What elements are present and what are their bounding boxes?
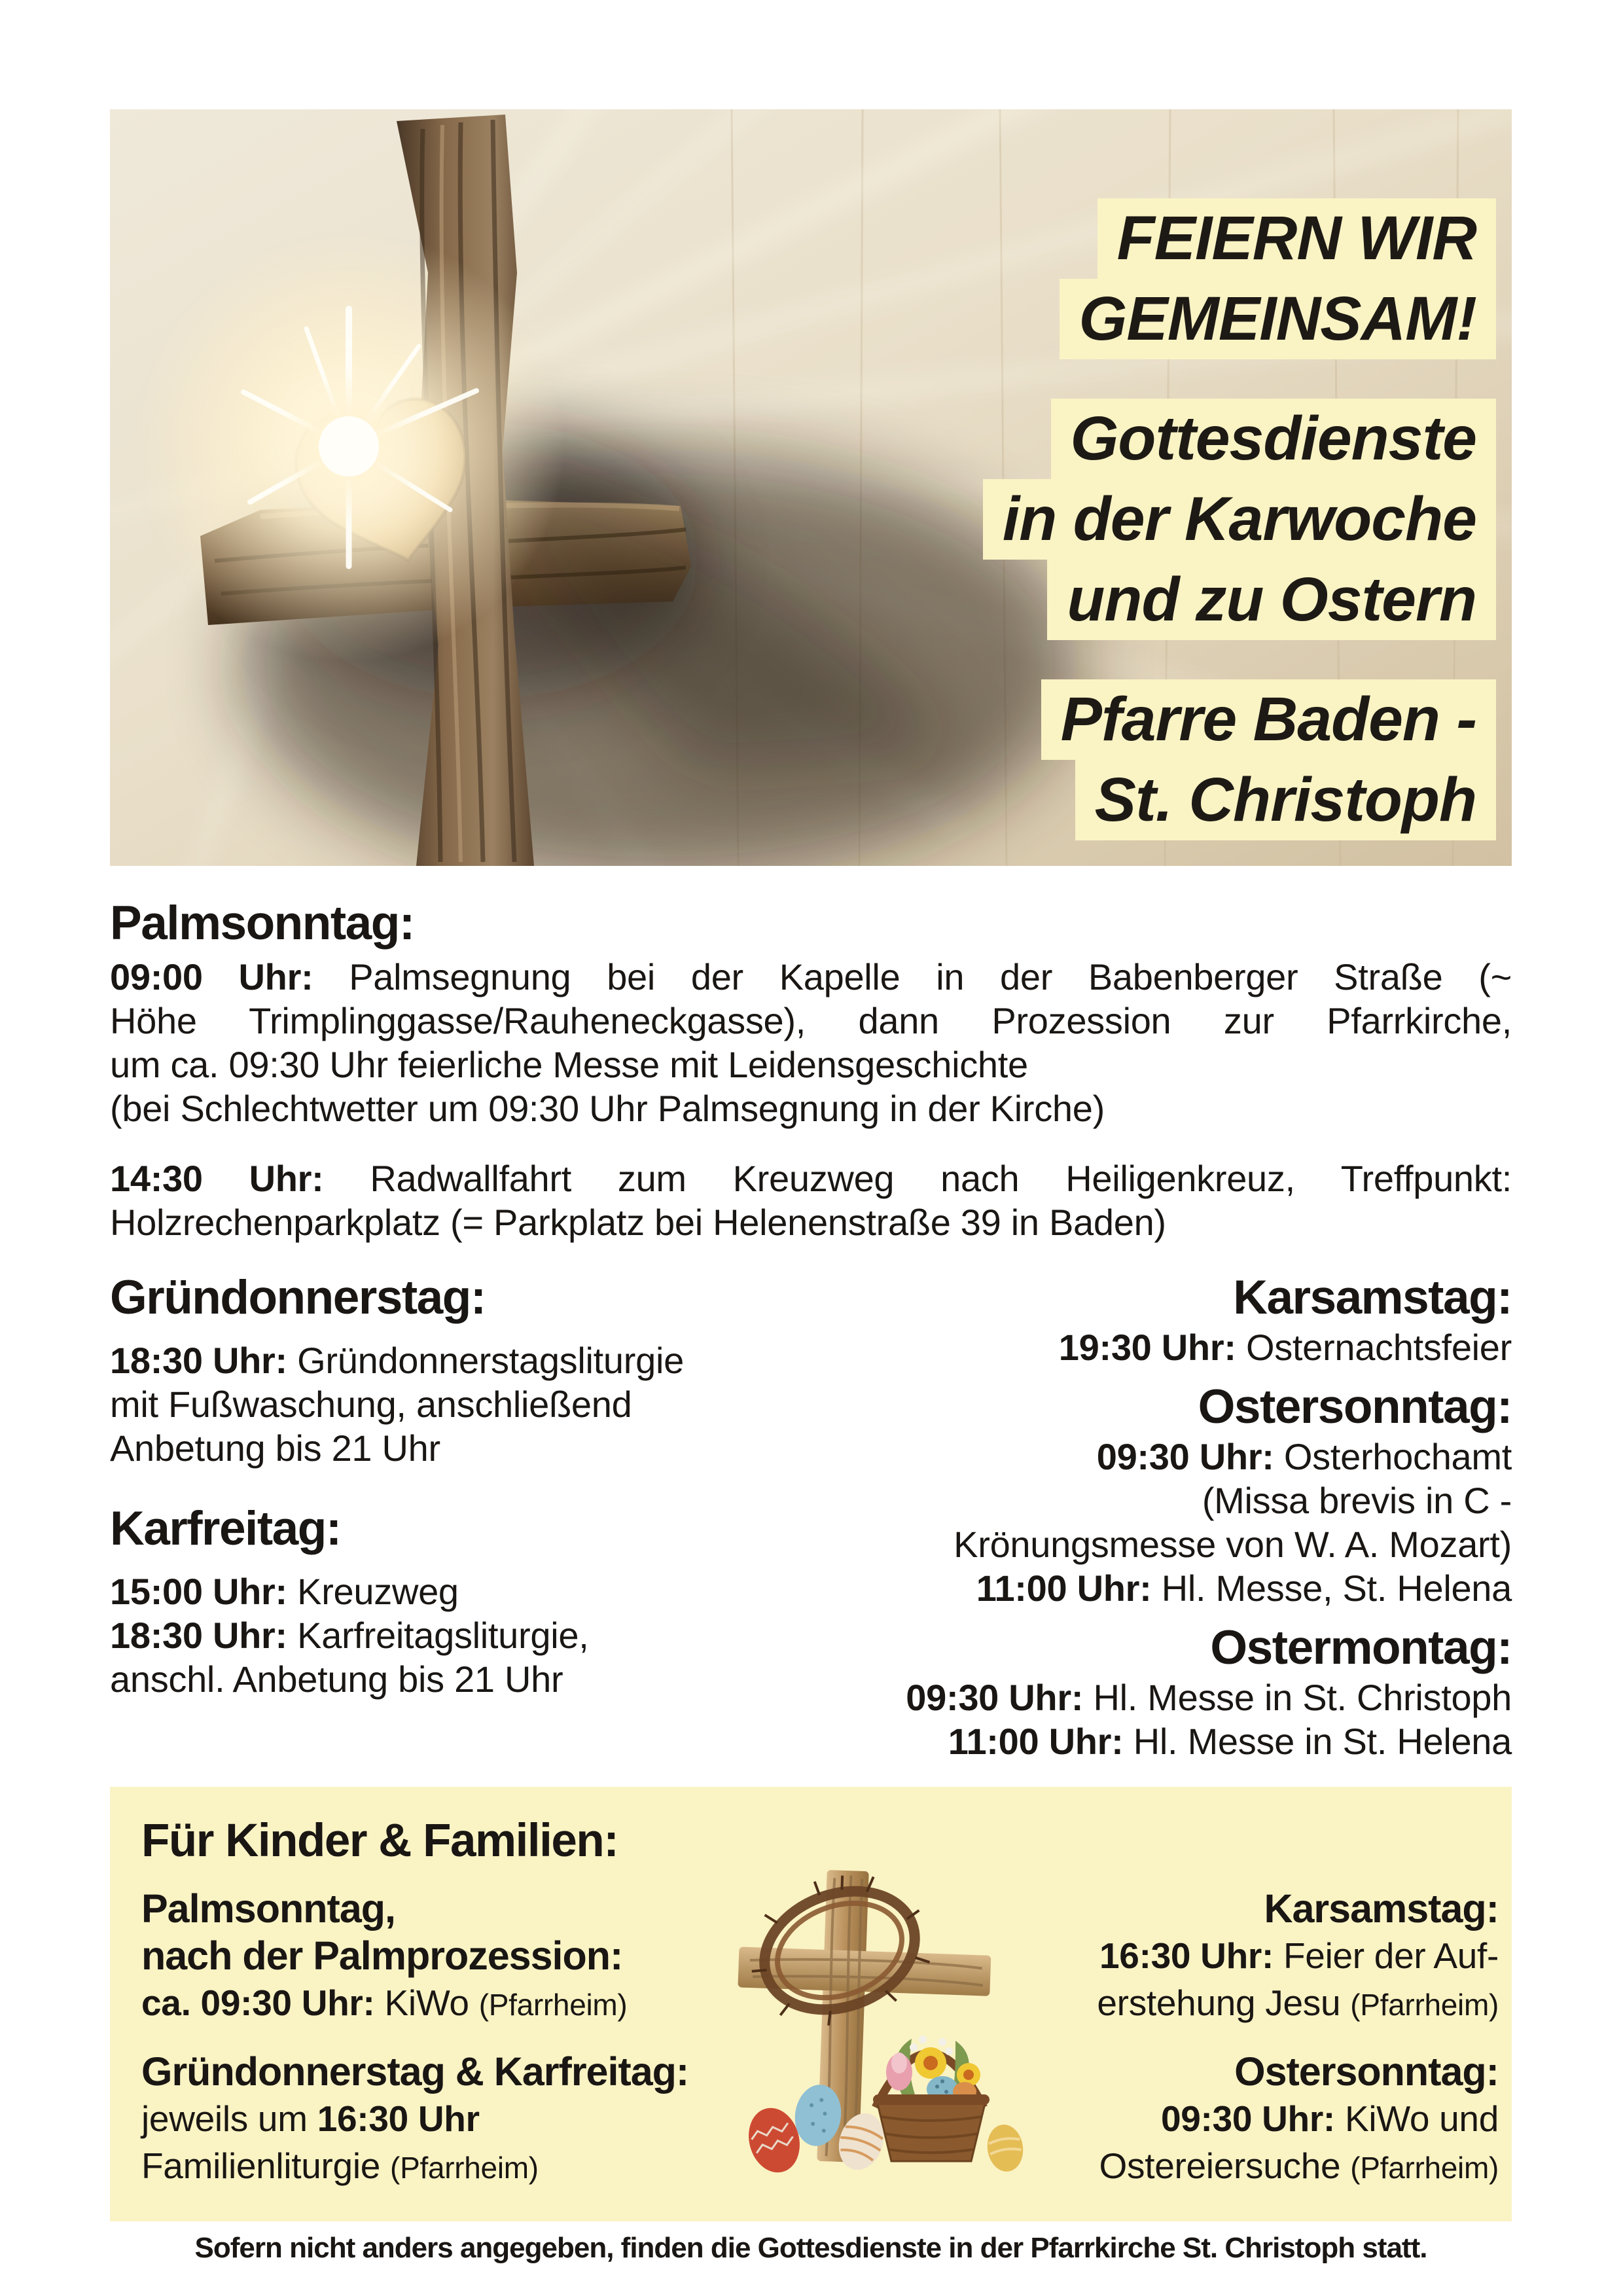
headline-group-pfarre [1041,679,1496,840]
column-right [906,1272,1512,1763]
headline-group-gottesdienste [983,399,1496,640]
line-text: (Missa brevis in C - [1202,1480,1512,1521]
line-text: jeweils um [141,2098,308,2139]
headline-line: St. Christoph [1075,760,1496,840]
time-label: 09:30 Uhr: [1160,2098,1335,2139]
line-text: erstehung Jesu [1097,1982,1341,2023]
headline-line: Gottesdienste [1051,399,1496,479]
kids-ostersonntag-block [1001,2048,1499,2191]
time-label: 11:00 Uhr: [948,1721,1124,1762]
line-text: Hl. Messe in St. Helena [1133,1721,1512,1762]
schedule-line [1001,2095,1499,2142]
section-heading-karfreitag: Karfreitag: [110,1502,341,1555]
header-titles [983,198,1496,840]
line-text: KiWo [384,1982,469,2023]
schedule-line [906,1719,1512,1763]
flyer-content [110,0,1512,2265]
kids-title: Gründonnerstag & Karfreitag: [141,2049,689,2094]
schedule-line [110,1338,684,1382]
kids-title: nach der Palmprozession: [141,1933,623,1978]
kids-title: Palmsonntag, [141,1886,395,1931]
time-label: 09:00 Uhr: [110,956,313,997]
line-text: KiWo und [1344,2098,1499,2139]
time-label: 14:30 Uhr: [110,1158,324,1199]
schedule-line [1001,1979,1499,2028]
line-text: Anbetung bis 21 Uhr [110,1427,440,1469]
line-text: Krönungsmesse von W. A. Mozart) [954,1524,1512,1565]
time-label: 18:30 Uhr: [110,1340,287,1381]
line-text: Karfreitagsliturgie, [297,1615,589,1656]
kids-columns [141,1885,1499,2191]
schedule-line [110,1157,1512,1200]
schedule-line [110,1657,684,1701]
line-text: Radwallfahrt zum Kreuzweg nach Heiligenkreuz, Treffpunkt: [370,1158,1512,1199]
headline-line: FEIERN WIR [1097,198,1496,279]
schedule-line [110,1570,684,1613]
line-text: Feier der Auf- [1283,1935,1499,1976]
location-label: (Pfarrheim) [1350,1988,1499,2022]
section-heading-ostermontag: Ostermontag: [1210,1621,1512,1674]
karsamstag-block [906,1272,1512,1369]
schedule-line [906,1676,1512,1719]
footer-note: Sofern nicht anders angegeben, finden die Gottesdienste in der Pfarrkirche St. Christoph statt. [194,2232,1427,2264]
ostermontag-block [906,1622,1512,1763]
schedule-line [906,1566,1512,1610]
headline-line: GEMEINSAM! [1060,279,1497,359]
schedule-line [141,2095,802,2142]
line-text: Osternachtsfeier [1245,1327,1512,1368]
column-left [110,1272,684,1763]
line-text: Hl. Messe, St. Helena [1161,1568,1512,1609]
section-heading-ostersonntag: Ostersonntag: [1198,1380,1512,1433]
location-label: (Pfarrheim) [478,1988,628,2022]
schedule-line [906,1435,1512,1479]
headline-line: und zu Ostern [1047,560,1496,640]
schedule-line [110,1043,1512,1086]
line-text: Holzrechenparkplatz (= Parkplatz bei Helenenstraße 39 in Baden) [110,1202,1166,1243]
schedule-line [110,999,1512,1043]
section-heading-gruendonnerstag: Gründonnerstag: [110,1271,486,1324]
section-heading-palmsonntag: Palmsonntag: [110,897,414,950]
kids-families-box [110,1787,1512,2221]
schedule-line [906,1522,1512,1566]
line-text: Hl. Messe in St. Christoph [1093,1677,1512,1718]
schedule-line [906,1479,1512,1522]
kids-column-right [1001,1885,1499,2191]
schedule-line [110,1613,684,1657]
header-photo [110,109,1512,866]
line-text: mit Fußwaschung, anschließend [110,1384,632,1425]
line-text: Palmsegnung bei der Kapelle in der Babenberger Straße (~ [349,956,1512,997]
time-label: 18:30 Uhr: [110,1615,287,1656]
schedule-line [141,1979,802,2028]
schedule-line [110,1382,684,1426]
schedule-line [110,1086,1512,1130]
kids-box-heading: Für Kinder & Familien: [141,1815,618,1867]
line-text: Höhe Trimplinggasse/Rauheneckgasse), dann Prozession zur Pfarrkirche, [110,1000,1512,1041]
kids-gk-block [141,2048,802,2191]
line-text: Kreuzweg [297,1571,459,1612]
time-label: 16:30 Uhr [317,2098,480,2139]
schedule-line [1001,1932,1499,1979]
kids-title: Karsamstag: [1264,1886,1499,1931]
schedule-line [141,2142,802,2191]
kids-column-left [141,1885,802,2191]
line-text: Gründonnerstagsliturgie [297,1340,684,1381]
line-text: Familienliturgie [141,2145,381,2186]
line-text: Osterhochamt [1283,1436,1512,1477]
time-label: 09:30 Uhr: [1096,1436,1274,1477]
karfreitag-block [110,1503,684,1701]
schedule-line [906,1325,1512,1369]
schedule-line [110,955,1512,999]
time-label: 19:30 Uhr: [1058,1327,1236,1368]
time-label: 15:00 Uhr: [110,1571,287,1612]
headline-group-feiern [1060,198,1497,359]
line-text: anschl. Anbetung bis 21 Uhr [110,1659,563,1700]
line-text: (bei Schlechtwetter um 09:30 Uhr Palmsegnung in der Kirche) [110,1088,1105,1129]
schedule-line [110,1200,1512,1244]
line-text: um ca. 09:30 Uhr feierliche Messe mit Leidensgeschichte [110,1044,1028,1085]
time-label: 16:30 Uhr: [1099,1935,1274,1976]
palmsonntag-paragraph-2 [110,1157,1512,1244]
location-label: (Pfarrheim) [1350,2151,1499,2185]
time-label: ca. 09:30 Uhr: [141,1982,375,2023]
location-label: (Pfarrheim) [390,2151,539,2185]
time-label: 09:30 Uhr: [906,1677,1084,1718]
palmsonntag-paragraph-1 [110,955,1512,1130]
section-heading-karsamstag: Karsamstag: [1233,1271,1512,1324]
schedule-line [1001,2142,1499,2191]
schedule-columns [110,1272,1512,1763]
headline-line: Pfarre Baden - [1041,679,1496,760]
schedule-line [110,1426,684,1470]
headline-line: in der Karwoche [983,479,1496,560]
ostersonntag-block [906,1381,1512,1610]
kids-title: Ostersonntag: [1234,2049,1499,2094]
line-text: Ostereiersuche [1099,2145,1341,2186]
time-label: 11:00 Uhr: [976,1568,1152,1609]
